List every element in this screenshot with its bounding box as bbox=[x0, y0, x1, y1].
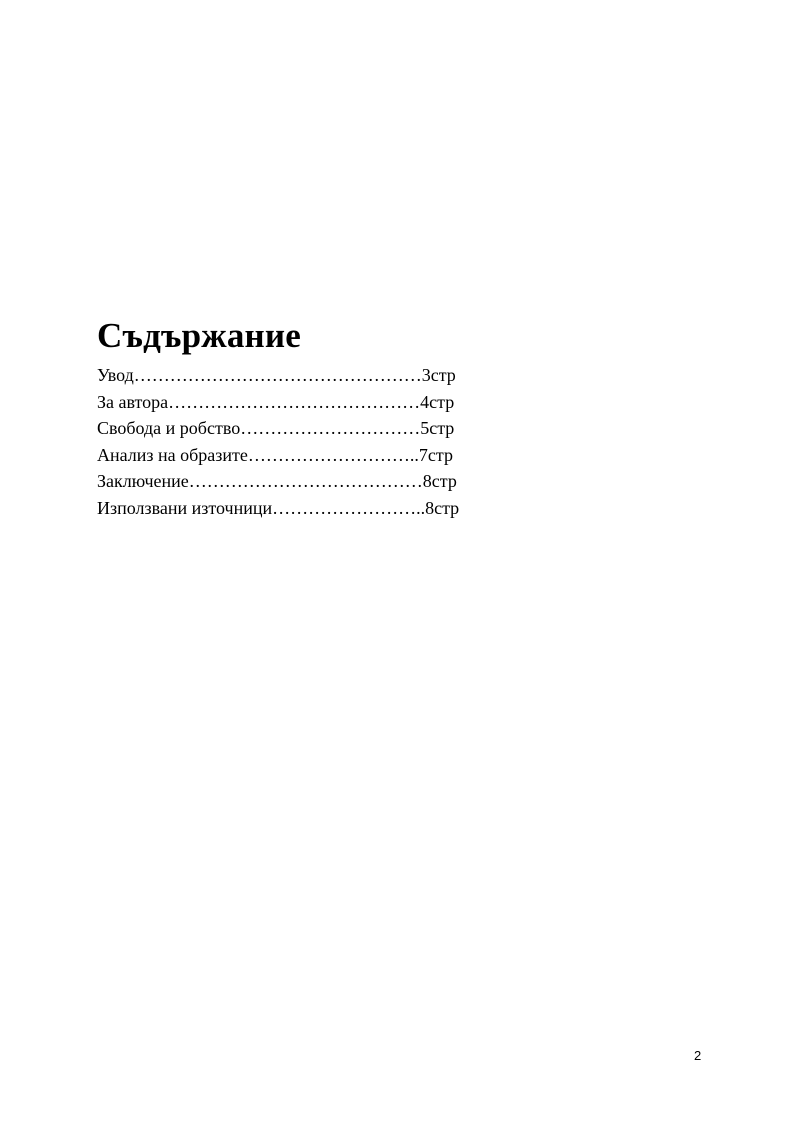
toc-entry-freedom-slavery bbox=[97, 415, 557, 442]
toc-entry-conclusion bbox=[97, 468, 557, 495]
toc-entry-page: 5стр bbox=[420, 418, 455, 438]
toc-entry-intro bbox=[97, 362, 557, 389]
toc-title: Съдържание bbox=[97, 316, 302, 355]
toc-entry-label: Заключение bbox=[97, 471, 189, 491]
toc-entry-label: Увод bbox=[97, 365, 134, 385]
toc-entry-leader: ……………………….. bbox=[247, 444, 419, 465]
toc-entry-leader: ………………………………………… bbox=[133, 365, 422, 385]
toc-entry-leader: ………………………………… bbox=[188, 471, 423, 491]
toc-entry-leader: …………………………………… bbox=[168, 391, 421, 412]
toc-entry-label: Свобода и робство bbox=[97, 418, 241, 438]
toc-list bbox=[97, 362, 557, 521]
page-number: 2 bbox=[694, 1048, 702, 1063]
toc-entry-page: 8стр bbox=[425, 497, 460, 518]
toc-entry-label: Анализ на образите bbox=[97, 444, 248, 465]
toc-entry-author bbox=[97, 389, 557, 416]
toc-entry-page: 8стр bbox=[422, 471, 457, 491]
toc-entry-page: 4стр bbox=[420, 391, 455, 412]
toc-entry-label: Използвани източници bbox=[97, 497, 273, 518]
toc-entry-leader: ………………………… bbox=[240, 418, 421, 438]
table-of-contents bbox=[97, 313, 557, 521]
toc-entry-sources bbox=[97, 495, 557, 522]
toc-entry-leader: …………………….. bbox=[272, 497, 426, 518]
toc-entry-character-analysis bbox=[97, 442, 557, 469]
toc-entry-page: 3стр bbox=[421, 365, 456, 385]
toc-entry-page: 7стр bbox=[418, 444, 453, 465]
toc-entry-label: За автора bbox=[97, 391, 169, 412]
